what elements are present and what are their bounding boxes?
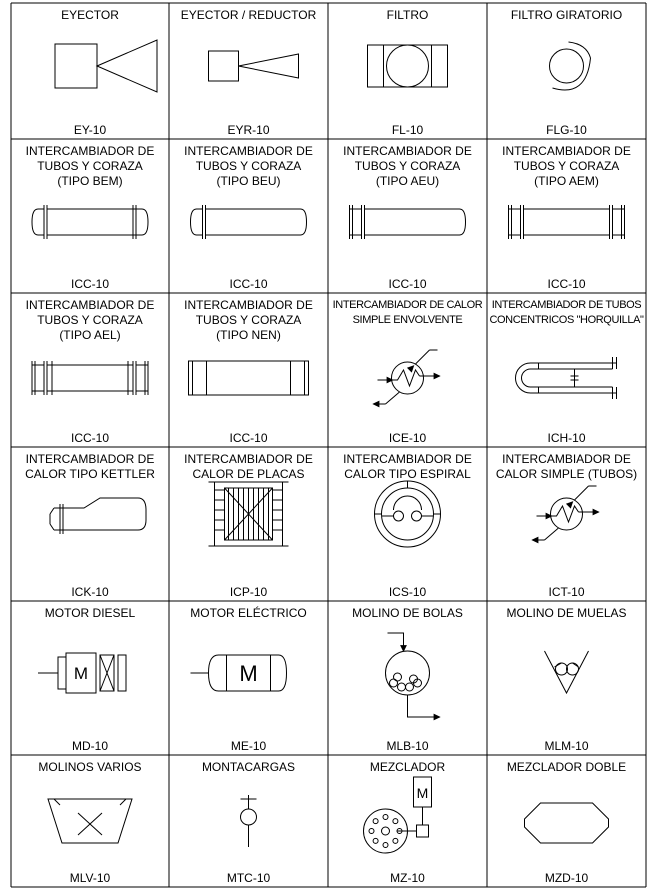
symbol-title-line: (TIPO AEM) <box>534 174 599 188</box>
symbol-title-line: INTERCAMBIADOR DE <box>25 452 155 466</box>
symbol-title <box>11 606 169 621</box>
symbol-title-line: SIMPLE ENVOLVENTE <box>352 314 463 326</box>
symbol-code: ICC-10 <box>229 431 268 445</box>
symbol-title-line: INTERCAMBIADOR DE <box>25 298 155 312</box>
symbol-title <box>487 760 646 775</box>
symbol-code: ICC-10 <box>388 277 427 291</box>
motor-letter: M <box>416 785 429 801</box>
symbol-title <box>328 760 487 775</box>
hairpin-exchanger-icon <box>516 357 617 399</box>
symbol-title <box>169 8 328 23</box>
symbol-title-line: MOLINO DE BOLAS <box>352 606 463 620</box>
symbol-code: MZD-10 <box>544 871 589 885</box>
symbol-title-line: MEZCLADOR DOBLE <box>506 760 627 774</box>
symbol-title <box>11 760 169 775</box>
symbol-code: ICE-10 <box>388 431 427 445</box>
symbol-title <box>487 8 646 23</box>
electric-motor-icon <box>191 655 287 691</box>
symbol-title-line: FILTRO <box>386 8 429 22</box>
symbol-code: ICT-10 <box>548 585 585 599</box>
symbol-code: ICH-10 <box>547 431 586 445</box>
symbol-title-line: MONTACARGAS <box>201 760 296 774</box>
symbol-title-line: INTERCAMBIADOR DE <box>184 144 313 158</box>
symbol-code: MLB-10 <box>386 739 429 753</box>
symbol-title-line: TUBOS Y CORAZA <box>37 313 143 327</box>
mill-various-icon <box>48 799 132 843</box>
symbol-code: EYR-10 <box>227 123 270 137</box>
plate-exchanger-icon <box>209 482 289 546</box>
symbol-title <box>328 144 487 189</box>
symbol-code: MLM-10 <box>544 739 589 753</box>
symbol-title <box>11 452 169 482</box>
symbol-title-line: INTERCAMBIADOR DE <box>502 144 631 158</box>
shell-tube-aem-icon <box>509 205 625 239</box>
symbol-title <box>328 298 487 328</box>
shell-tube-bem-icon <box>32 205 148 239</box>
symbol-title-line: EYECTOR <box>61 8 119 22</box>
symbol-title-line: (TIPO BEM) <box>57 174 123 188</box>
filtro-giratorio-icon <box>550 42 591 90</box>
symbol-title-line: CALOR DE PLACAS <box>192 467 305 481</box>
symbol-title <box>328 606 487 621</box>
symbol-title <box>487 606 646 621</box>
symbol-code: ICS-10 <box>388 585 427 599</box>
symbol-code: MD-10 <box>71 739 108 753</box>
symbol-title-line: INTERCAMBIADOR DE <box>343 144 472 158</box>
filtro-icon <box>368 45 448 87</box>
symbol-code: ICC-10 <box>547 277 586 291</box>
symbol-title-line: CONCENTRICOS "HORQUILLA" <box>489 314 644 326</box>
ball-mill-icon <box>386 633 440 720</box>
symbol-title-line: MOLINO DE MUELAS <box>506 606 627 620</box>
shell-tube-aeu-icon <box>350 205 466 239</box>
symbol-title-line: INTERCAMBIADOR DE <box>184 298 313 312</box>
symbol-title-line: MEZCLADOR <box>369 760 446 774</box>
kettle-reboiler-icon <box>50 498 146 534</box>
spiral-exchanger-icon <box>375 481 441 547</box>
symbol-title-line: INTERCAMBIADOR DE <box>502 452 631 466</box>
hoist-icon <box>241 795 257 847</box>
symbol-title-line: CALOR SIMPLE (TUBOS) <box>495 467 638 481</box>
symbol-title-line: FILTRO GIRATORIO <box>510 8 623 22</box>
symbol-code: ICP-10 <box>229 585 268 599</box>
symbol-title-line: TUBOS Y CORAZA <box>354 159 461 173</box>
double-mixer-icon <box>525 803 609 843</box>
symbol-title <box>11 144 169 189</box>
eyector-icon <box>55 40 157 92</box>
symbol-code: ICC-10 <box>229 277 268 291</box>
symbol-title-line: TUBOS Y CORAZA <box>37 159 143 173</box>
symbol-code: FL-10 <box>391 123 424 137</box>
symbol-title-line: (TIPO NEN) <box>216 328 281 342</box>
symbol-title-line: EYECTOR / REDUCTOR <box>180 8 317 22</box>
symbol-title <box>487 298 646 328</box>
symbol-title-line: CALOR TIPO KETTLER <box>25 467 155 481</box>
symbol-code: ICC-10 <box>70 277 109 291</box>
symbol-title-line: CALOR TIPO ESPIRAL <box>344 467 471 481</box>
shell-tube-nen-icon <box>189 361 309 395</box>
symbol-code: ICK-10 <box>71 585 109 599</box>
symbol-title-line: TUBOS Y CORAZA <box>195 313 302 327</box>
symbol-code: EY-10 <box>73 123 107 137</box>
symbol-code: MLV-10 <box>69 871 111 885</box>
symbol-title-line: INTERCAMBIADOR DE <box>25 144 155 158</box>
mixer-icon <box>364 777 432 853</box>
symbol-title-line: INTERCAMBIADOR DE <box>343 452 472 466</box>
shell-tube-ael-icon <box>32 361 148 395</box>
symbol-title-line: (TIPO AEU) <box>375 174 440 188</box>
motor-letter: M <box>239 661 258 686</box>
symbol-title <box>487 452 646 482</box>
symbol-title <box>11 298 169 343</box>
symbol-title-line: MOTOR DIESEL <box>44 606 136 620</box>
symbol-title-line: (TIPO BEU) <box>216 174 281 188</box>
heat-exchanger-tubes-icon <box>533 486 599 543</box>
motor-letter: M <box>73 664 89 683</box>
symbol-code: ME-10 <box>230 739 267 753</box>
symbol-code: ICC-10 <box>70 431 109 445</box>
symbol-title <box>11 8 169 23</box>
symbol-title-line: TUBOS Y CORAZA <box>513 159 620 173</box>
symbol-title <box>169 606 328 621</box>
symbol-code: MTC-10 <box>226 871 271 885</box>
symbol-title <box>169 760 328 775</box>
symbol-title-line: INTERCAMBIADOR DE <box>184 452 313 466</box>
diesel-motor-icon <box>38 653 126 693</box>
eyector-reductor-icon <box>209 51 299 81</box>
symbol-title <box>169 298 328 343</box>
symbol-title-line: MOTOR ELÉCTRICO <box>190 606 307 620</box>
symbol-title <box>487 144 646 189</box>
symbol-title <box>169 144 328 189</box>
symbol-title-line: MOLINOS VARIOS <box>38 760 142 774</box>
symbol-title <box>169 452 328 482</box>
symbol-title <box>328 452 487 482</box>
symbol-title <box>328 8 487 23</box>
symbol-title-line: TUBOS Y CORAZA <box>195 159 302 173</box>
symbol-title-line: (TIPO AEL) <box>59 328 121 342</box>
shell-tube-beu-icon <box>191 205 307 239</box>
roller-mill-icon <box>545 651 589 693</box>
symbol-code: FLG-10 <box>546 123 587 137</box>
symbol-title-line: INTERCAMBIADOR DE TUBOS <box>491 299 642 311</box>
symbol-title-line: INTERCAMBIADOR DE CALOR <box>332 299 483 311</box>
heat-exchanger-envolvente-icon <box>374 350 440 407</box>
symbol-code: MZ-10 <box>390 871 425 885</box>
